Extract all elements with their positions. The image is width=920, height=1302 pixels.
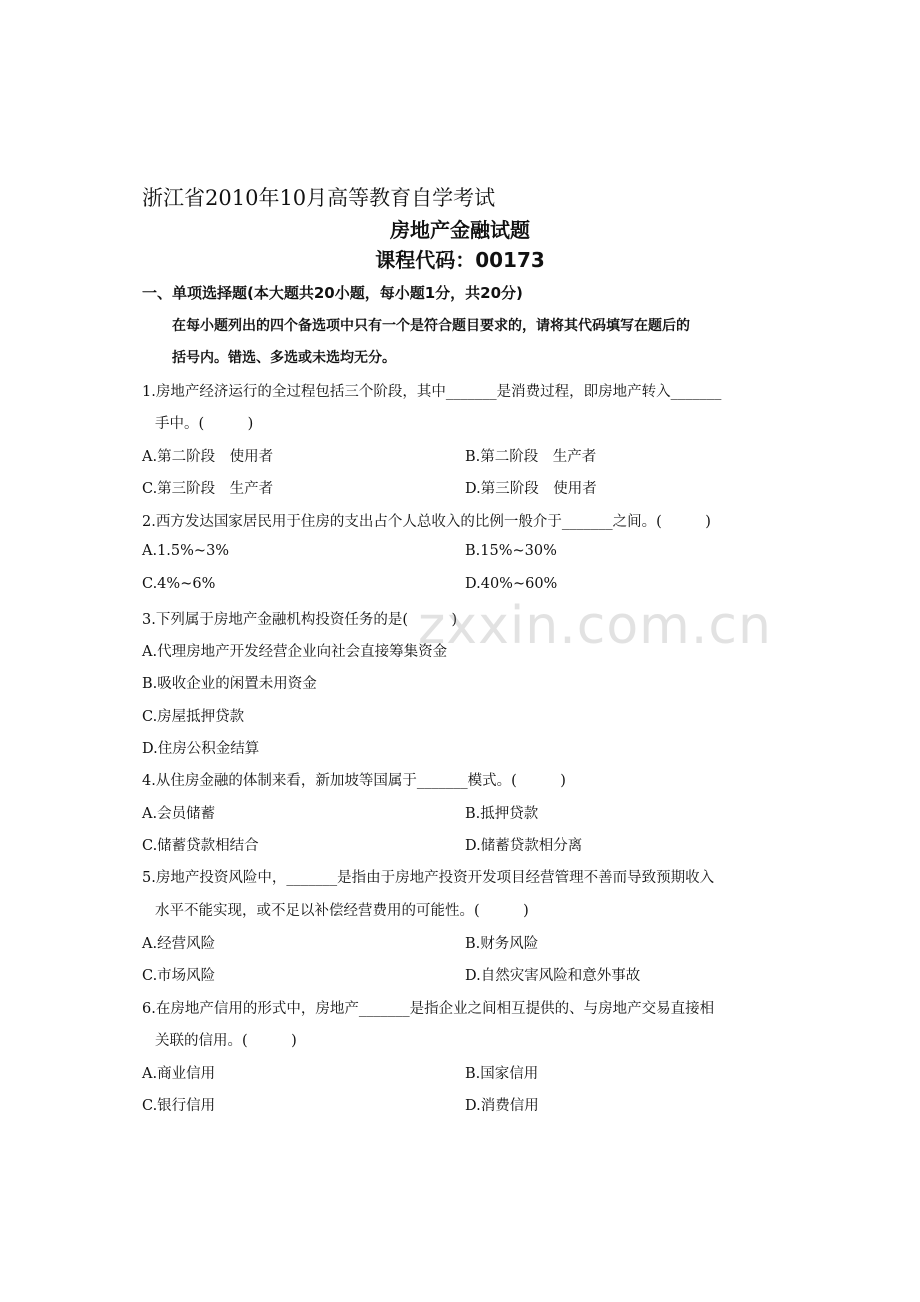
question-stem: 2.西方发达国家居民用于住房的支出占个人总收入的比例一般介于_______之间。( ) (142, 514, 711, 530)
option: C.第三阶段 生产者 (142, 481, 274, 497)
question-stem-cont: 手中。( ) (155, 416, 254, 432)
option: C.储蓄贷款相结合 (142, 838, 259, 854)
option: A.会员储蓄 (142, 806, 216, 822)
question-stem: 3.下列属于房地产金融机构投资任务的是( ) (142, 612, 458, 628)
instruction-line: 括号内。错选、多选或未选均无分。 (172, 350, 396, 366)
option: C.市场风险 (142, 968, 216, 984)
course-code: 课程代码：00173 (375, 248, 545, 272)
question-stem-cont: 水平不能实现，或不足以补偿经营费用的可能性。( ) (155, 903, 529, 919)
option: A.商业信用 (142, 1066, 216, 1082)
option: A.经营风险 (142, 936, 216, 952)
question-stem-cont: 关联的信用。( ) (155, 1033, 297, 1049)
option: D.40%~60% (465, 576, 558, 592)
option: D.储蓄贷款相分离 (465, 838, 583, 854)
option: A.第二阶段 使用者 (142, 449, 274, 465)
option: B.抵押贷款 (465, 806, 539, 822)
option: A.1.5%~3% (142, 543, 230, 559)
watermark: zxxin.com.cn (418, 596, 772, 656)
option: C.4%~6% (142, 576, 216, 592)
option: D.第三阶段 使用者 (465, 481, 597, 497)
option: B.15%~30% (465, 543, 557, 559)
section-heading: 一、单项选择题(本大题共20小题，每小题1分，共20分) (142, 284, 523, 302)
option: B.财务风险 (465, 936, 539, 952)
option: C.银行信用 (142, 1098, 216, 1114)
option: B.国家信用 (465, 1066, 539, 1082)
question-stem: 4.从住房金融的体制来看，新加坡等国属于_______模式。( ) (142, 773, 566, 789)
option: A.代理房地产开发经营企业向社会直接筹集资金 (142, 644, 448, 660)
page-title: 房地产金融试题 (390, 218, 530, 242)
question-stem: 6.在房地产信用的形式中，房地产_______是指企业之间相互提供的、与房地产交易直接相 (142, 1001, 715, 1017)
option: B.吸收企业的闲置未用资金 (142, 676, 317, 692)
exam-header: 浙江省2010年10月高等教育自学考试 (142, 186, 496, 210)
option: B.第二阶段 生产者 (465, 449, 597, 465)
option: C.房屋抵押贷款 (142, 709, 245, 725)
option: D.消费信用 (465, 1098, 539, 1114)
question-stem: 1.房地产经济运行的全过程包括三个阶段，其中_______是消费过程，即房地产转入_______ (142, 384, 722, 400)
option: D.住房公积金结算 (142, 741, 260, 757)
question-stem: 5.房地产投资风险中，_______是指由于房地产投资开发项目经营管理不善而导致预期收入 (142, 870, 715, 886)
option: D.自然灾害风险和意外事故 (465, 968, 641, 984)
instruction-line: 在每小题列出的四个备选项中只有一个是符合题目要求的，请将其代码填写在题后的 (172, 318, 690, 334)
